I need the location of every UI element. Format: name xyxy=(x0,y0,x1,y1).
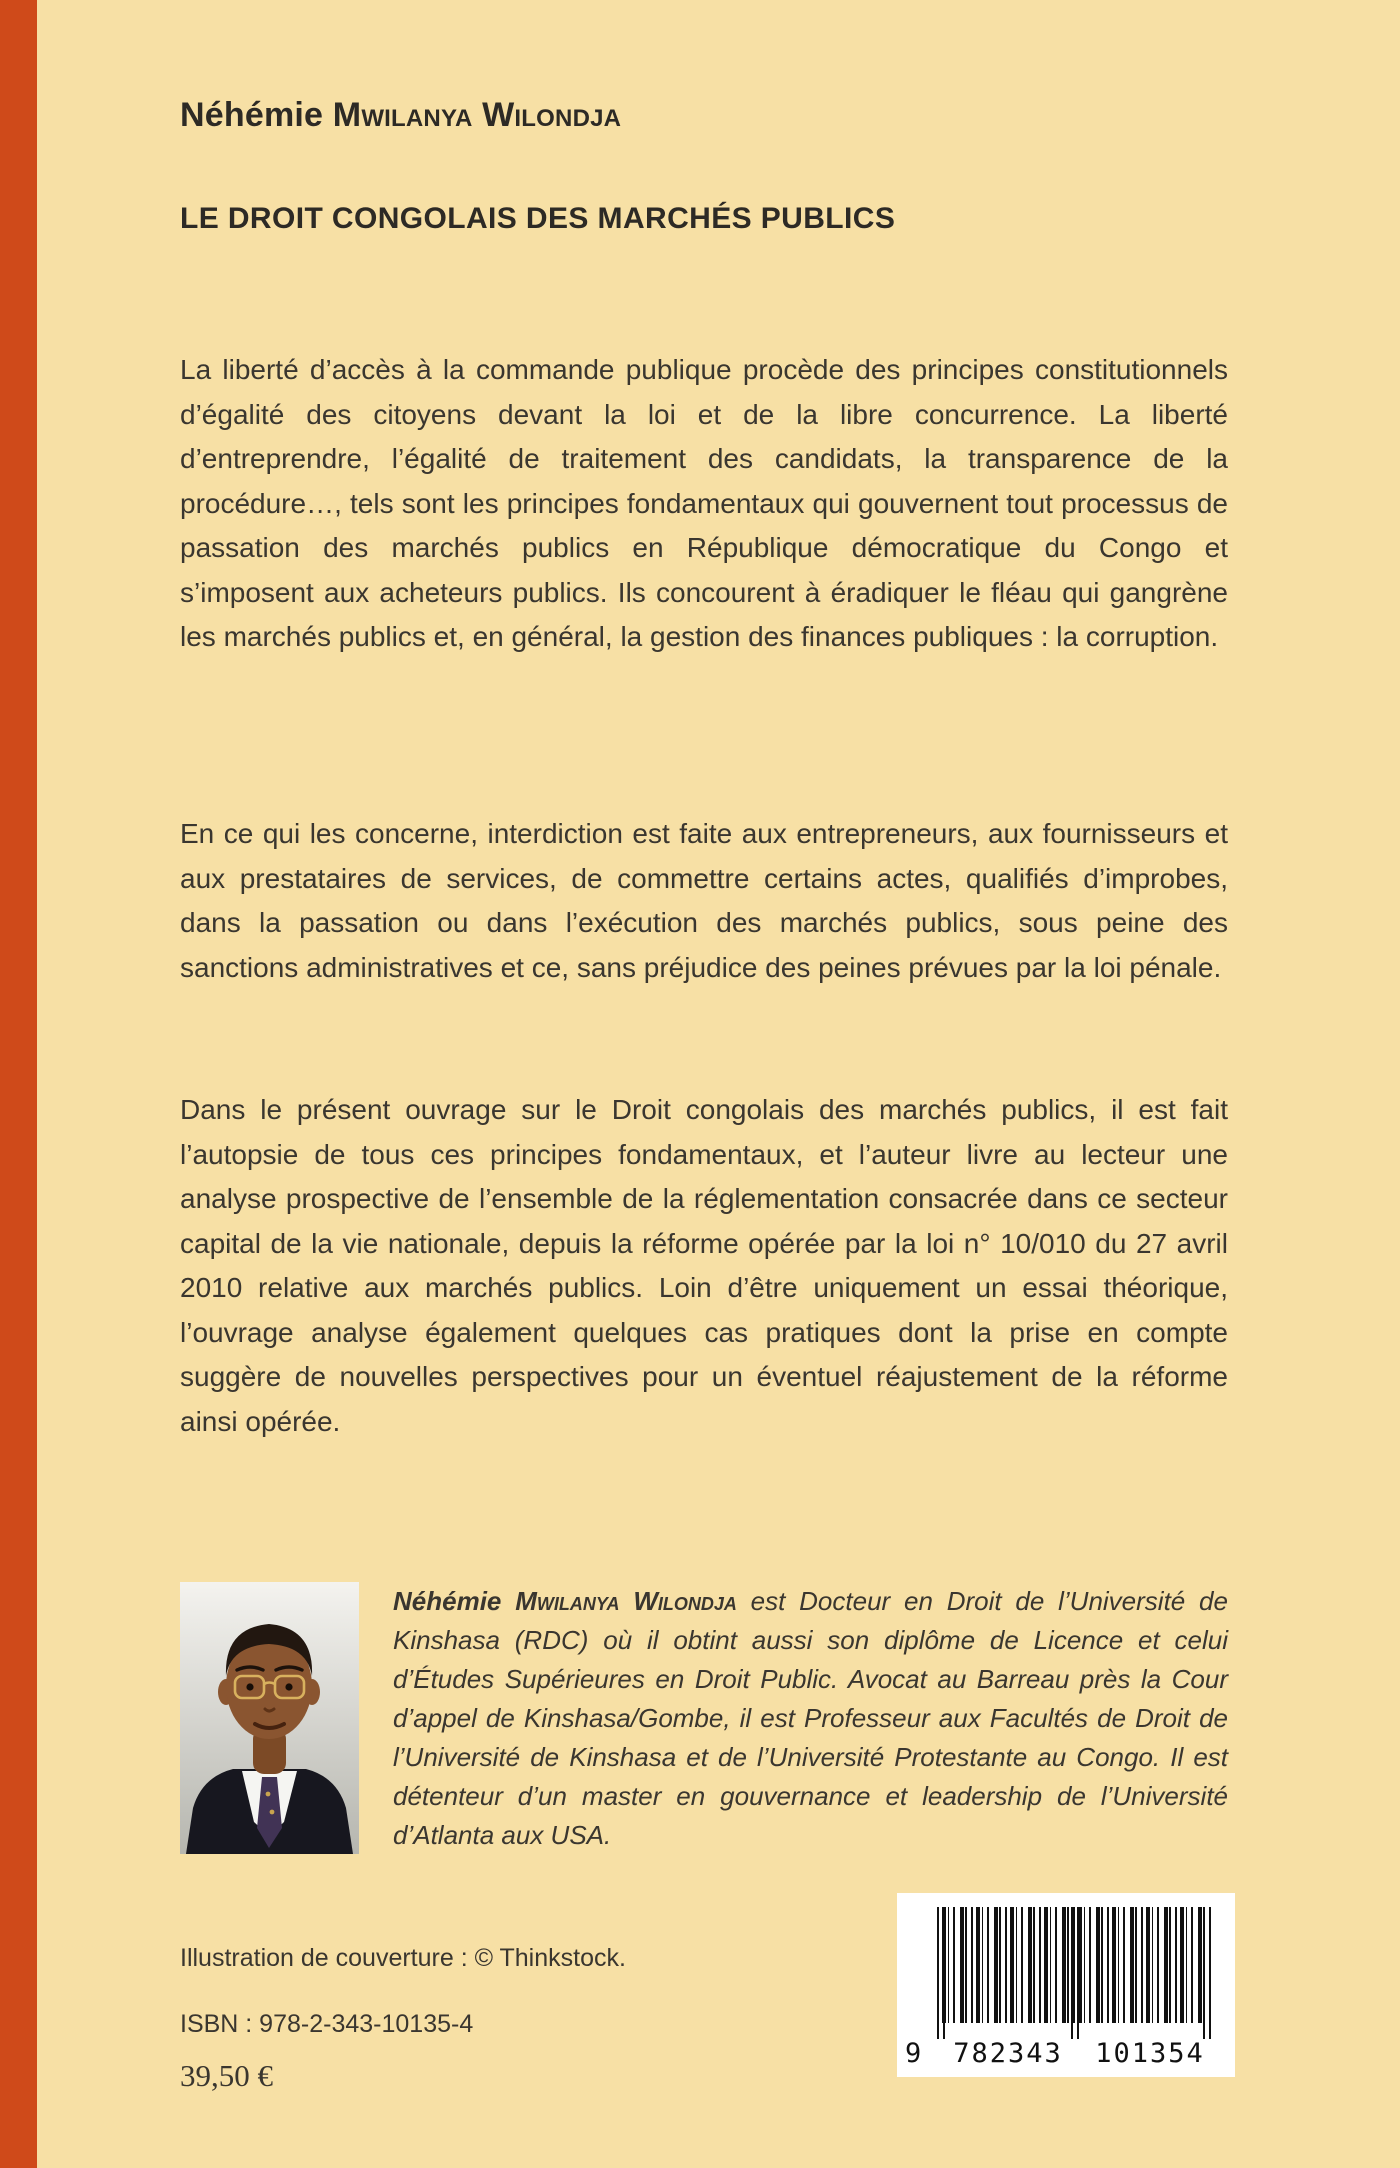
barcode-digit-leading: 9 xyxy=(905,2039,937,2069)
barcode-guard-bar xyxy=(943,1907,945,2041)
barcode-guard-bar xyxy=(1071,1907,1073,2041)
author-photo xyxy=(180,1582,359,1854)
price-text: 39,50 € xyxy=(180,2058,273,2093)
bio-body-text: est Docteur en Droit de l’Université de Kinshasa (RDC) où il obtint aussi son diplôme de Licence et celui d’Études Supérieures en Droit Public. Avocat au Barreau près la Cour d’appel de Kinshasa/Gombe, il est Professeur aux Facultés de Droit de l’Université de Kinshasa et de l’Université Protestante au Congo. Il est détenteur d’un master en gouvernance et leadership de l’Université d’Atlanta aux USA. xyxy=(393,1586,1228,1850)
author-name xyxy=(180,96,621,135)
bio-author-last-names: Mwilanya Wilondja xyxy=(515,1586,737,1616)
barcode-digit-group-1: 782343 xyxy=(937,2039,1079,2069)
synopsis-paragraph-2: En ce qui les concerne, interdiction est faite aux entrepreneurs, aux fournisseurs et aux prestataires de services, de commettre certains actes, qualifiés d’improbes, dans la passation ou dans l’exécution des marchés publics, sous peine des sanctions administratives et ce, sans préjudice des peines prévues par la loi pénale. xyxy=(180,818,1228,983)
barcode xyxy=(897,1893,1235,2077)
barcode-guard-bar xyxy=(1203,1907,1205,2041)
book-title: LE DROIT CONGOLAIS DES MARCHÉS PUBLICS xyxy=(180,202,896,235)
bio-author-first-name: Néhémie xyxy=(393,1586,502,1616)
bio-author-name xyxy=(393,1586,737,1616)
spine-stripe xyxy=(0,0,37,2168)
author-last-names: Mwilanya Wilondja xyxy=(332,96,622,134)
author-first-name: Néhémie xyxy=(180,96,324,134)
cover-illustration-credit: Illustration de couverture : © Thinkstock. xyxy=(180,1944,626,1972)
author-bio-section xyxy=(180,1582,1228,1855)
isbn-text: ISBN : 978-2-343-10135-4 xyxy=(180,2010,474,2038)
author-bio-text xyxy=(393,1582,1228,1855)
barcode-guard-bar xyxy=(1077,1907,1079,2041)
barcode-guard-bar xyxy=(1209,1907,1211,2041)
synopsis-paragraph-1: La liberté d’accès à la commande publique procède des principes constitutionnels d’égalité des citoyens devant la loi et de la libre concurrence. La liberté d’entreprendre, l’égalité de traitement des candidats, la transparence de la procédure…, tels sont les principes fondamentaux qui gouvernent tout processus de passation des marchés publics en République démocratique du Congo et s’imposent aux acheteurs publics. Ils concourent à éradiquer le fléau qui gangrène les marchés publics et, en général, la gestion des finances publiques : la corruption. xyxy=(180,354,1228,652)
barcode-digits xyxy=(905,2039,1221,2069)
synopsis-paragraph-3: Dans le présent ouvrage sur le Droit congolais des marchés publics, il est fait l’autopsie de tous ces principes fondamentaux, et l’auteur livre au lecteur une analyse prospective de l’ensemble de la réglementation consacrée dans ce secteur capital de la vie nationale, depuis la réforme opérée par la loi n° 10/010 du 27 avril 2010 relative aux marchés publics. Loin d’être uniquement un essai théorique, l’ouvrage analyse également quelques cas pratiques dont la prise en compte suggère de nouvelles perspectives pour un éventuel réajustement de la réforme ainsi opérée. xyxy=(180,1094,1228,1437)
barcode-guard-bar xyxy=(937,1907,939,2041)
author-portrait-illustration xyxy=(180,1582,359,1854)
barcode-digit-group-2: 101354 xyxy=(1079,2039,1221,2069)
barcode-bars xyxy=(937,1907,1209,2023)
